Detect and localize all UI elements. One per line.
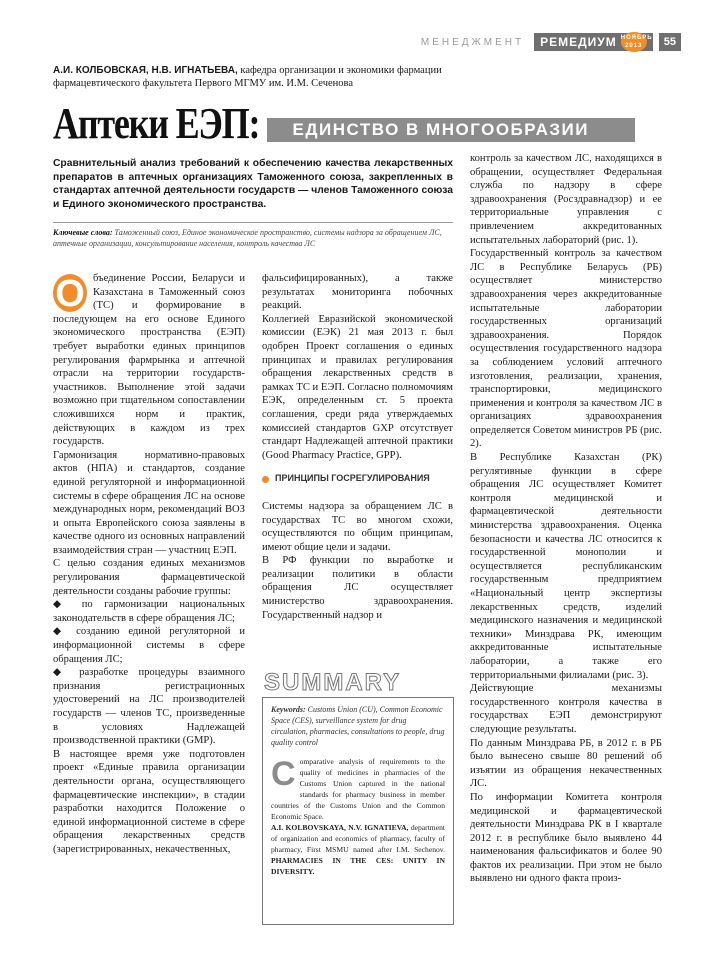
bullet-item: ◆ по гармонизации национальных законодательств в сфере обращения ЛС;	[53, 599, 245, 624]
brand-name: РЕМЕДИУМ	[540, 35, 617, 49]
paragraph: контроль за качеством ЛС, находящихся в обращении, осуществляет Федеральная служба по надзору в сфере здравоохранения (Росздравнадзор) и ее территориальные управления с привлечением аккредитованных испытательных лабораторий (рис. 1).	[470, 153, 662, 246]
article-title: Аптеки ЕЭП:	[53, 99, 260, 148]
drop-cap: О	[53, 274, 87, 312]
summary-text: omparative analysis of requirements to the quality of medicines in pharmacies of the Customs Union captured in the national standards for pharmacy business in member countries of the Customs Union and the Common Economic Space.	[271, 757, 445, 821]
text-column-1	[53, 272, 245, 857]
author-affiliation: кафедра организации и экономики фармации фармацевтического факультета Первого МГМУ им. И.М. Сеченова	[53, 65, 442, 89]
summary-affiliation: department of organization and economics of pharmacy, faculty of pharmacy, First MSMU named after I.M. Sechenov.	[271, 823, 445, 854]
summary-keywords	[271, 704, 445, 748]
bullet-item: ◆ разработке процедуры взаимного признания регистрационных удостоверений на ЛС производителей государств — членов ТС, произведенные в условиях Надлежащей производственной практики (GMP).	[53, 667, 245, 747]
brand-logo	[534, 33, 653, 51]
paragraph: Действующие механизмы государственного контроля качества в государствах ЕЭП демонстрируют следующие результаты.	[470, 683, 662, 735]
section-heading-text: ПРИНЦИПЫ ГОСРЕГУЛИРОВАНИЯ	[275, 473, 430, 484]
page-number: 55	[659, 33, 681, 51]
keywords-block	[53, 222, 453, 249]
paragraph: По данным Минздрава РБ, в 2012 г. в РБ было вынесено свыше 80 решений об изъятии из обращения некачественных ЛС.	[470, 737, 662, 790]
article-lead: Сравнительный анализ требований к обеспечению качества лекарственных препаратов в аптечных организациях Таможенного союза, закрепленных в стандартах аптечной деятельности государств — членов Таможенного союза и Единого экономического пространства.	[53, 158, 453, 210]
keywords-text: Таможенный союз, Единое экономическое пространство, системы надзора за обращением ЛС, аптечные организации, консультирование населения, контроль качества ЛС	[53, 228, 442, 248]
article-subtitle: ЕДИНСТВО В МНОГООБРАЗИИ	[267, 118, 635, 142]
summary-body	[271, 756, 445, 877]
paragraph: Системы надзора за обращением ЛС в государствах ТС во многом схожи, осуществляются по общим принципам, имеют общие цели и задачи.	[262, 500, 453, 553]
paragraph: Коллегией Евразийской экономической комиссии (ЕЭК) 21 мая 2013 г. был одобрен Проект соглашения о единых принципах и правилах регулирования обращения лекарственных средств в рамках ТС и ЕЭП. Согласно полномочиям ЕЭК, определенным ст. 5 проекта соглашения, среди ряда утверждаемых комиссией стандартов GXP отсутствует стандарт Надлежащей аптечной практики (Good Pharmacy Practice, GPP).	[262, 313, 453, 461]
paragraph-text: бъединение России, Беларуси и Казахстана в Таможенный союз (ТС) и формирование в последующем на его основе Единого экономического пространства (ЕЭП) требует выработки единых принципов регулирования фармрынка и аптечной отрасли на территории государств-участников. Выполнение этой задачи возможно при тщательном сопоставлении сложившихся норм и практик, действующих в каждом из трех государств.	[53, 273, 245, 448]
summary-box	[262, 669, 454, 919]
summary-keywords-label: Keywords:	[271, 705, 306, 714]
paragraph: Гармонизация нормативно-правовых актов (НПА) и стандартов, создание единой регуляторной и информационной системы в сфере обращения ЛС на основе международных норм, рекомендаций ВОЗ и опыта Европейского союза заявлены в качестве одного из основных направлений взаимодействия стран — участниц ЕЭП.	[53, 449, 245, 556]
summary-content	[262, 698, 454, 925]
paragraph: Государственный контроль за качеством ЛС в Республике Беларусь (РБ) осуществляет министерство здравоохранения через аккредитованные испытательные лаборатории государственных организаций здравоохранения. Порядок осуществления государственного надзора за соблюдением условий аптечного изготовления, реализации, хранения, транспортировки, медицинского применения и контроля за качеством ЛС в организациях здравоохранения определяется Советом министров РБ (рис. 2).	[470, 248, 662, 450]
paragraph	[53, 272, 245, 449]
bullet-item: ◆ созданию единой регуляторной и информационной системы в сфере обращения ЛС;	[53, 626, 245, 665]
section-heading	[262, 472, 453, 486]
summary-authors: A.I. KOLBOVSKAYA, N.V. IGNATIEVA,	[271, 823, 409, 832]
summary-title-en: PHARMACIES IN THE CES: UNITY IN DIVERSITY.	[271, 856, 445, 876]
title-row	[53, 98, 635, 148]
paragraph: В Республике Казахстан (РК) регулятивные функции в сфере обращения ЛС осуществляет Комитет контроля медицинской и фармацевтической деятельности министерства здравоохранения. Оценка безопасности и качества ЛС относится к государственной монополии и осуществляется республиканским государственным предприятием «Национальный центр экспертизы лекарственных средств, изделий медицинского назначения и медицинской техники» Минздрава РК, имеющим аккредитованные испытательные лаборатории, а также его территориальными филиалами (рис. 3).	[470, 452, 662, 681]
issue-badge: НОЯБРЬ 2013	[621, 32, 647, 52]
summary-keywords-text: Customs Union (CU), Common Economic Space (CES), surveillance system for drug circulation, pharmacies, consultations to people, drug quality control	[271, 705, 445, 747]
paragraph: В РФ функции по выработке и реализации политики в области обращения ЛС осуществляет министерство здравоохранения. Государственный надзор и	[262, 555, 453, 621]
text-column-3	[470, 152, 662, 886]
bullet-dot-icon	[262, 476, 269, 483]
section-label: МЕНЕДЖМЕНТ	[420, 36, 525, 48]
paragraph: фальсифицированных), а также результатах мониторинга побочных реакций.	[262, 273, 453, 312]
page-header	[421, 32, 681, 52]
paragraph: В настоящее время уже подготовлен проект «Единые правила организации деятельности органа, осуществляющего фармацевтические инспекции», в стадии разработки находится Положение о единой информационной системе в сфере обращения лекарственных средств (зарегистрированных, некачественных,	[53, 748, 245, 855]
paragraph: По информации Комитета контроля медицинской и фармацевтической деятельности Минздрава РК в I квартале 2012 г. в республике было выявлено 44 наименования фальсификатов и более 90 фактов их реализации. При этом не было выявлено ни одного факта произ-	[470, 791, 662, 885]
text-column-2	[262, 272, 453, 622]
summary-drop-cap: C	[271, 755, 296, 793]
article-authors	[53, 64, 463, 90]
keywords-label: Ключевые слова:	[53, 228, 113, 237]
paragraph: С целью создания единых механизмов регулирования фармацевтической деятельности созданы рабочие группы:	[53, 558, 245, 597]
summary-title: SUMMARY	[262, 669, 454, 698]
author-names: А.И. КОЛБОВСКАЯ, Н.В. ИГНАТЬЕВА,	[53, 65, 238, 76]
